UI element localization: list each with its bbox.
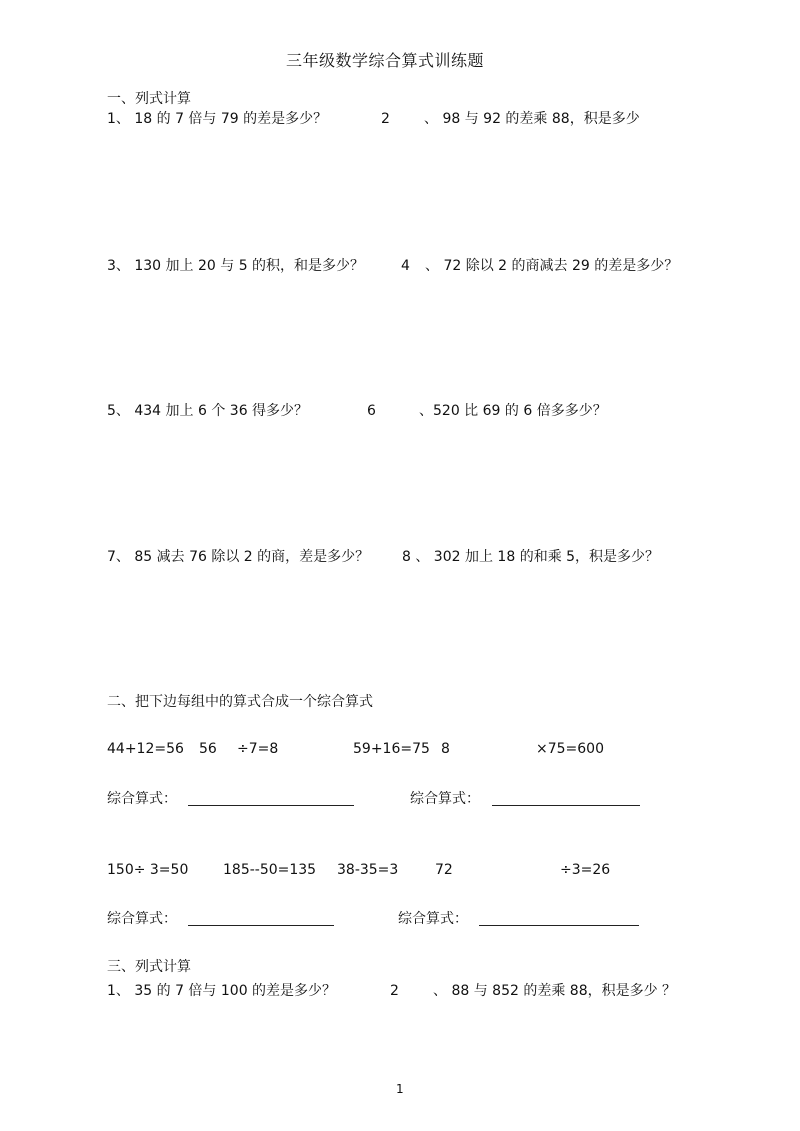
question-7: 7、 85 减去 76 除以 2 的商，差是多少？ bbox=[107, 549, 370, 565]
question-2-number: 2 bbox=[381, 111, 390, 127]
equation-5: 150÷ 3=50 bbox=[107, 862, 189, 878]
question-6-number: 6 bbox=[367, 403, 376, 419]
equation-1: 44+12=56 bbox=[107, 741, 184, 757]
equation-6: 185--50=135 bbox=[223, 862, 317, 878]
equation-8-rest: ÷3=26 bbox=[560, 862, 611, 878]
answer-line-3[interactable] bbox=[188, 925, 334, 926]
equation-4-operand: 8 bbox=[441, 741, 450, 757]
question-5: 5、 434 加上 6 个 36 得多少？ bbox=[107, 403, 309, 419]
section2-heading: 二、把下边每组中的算式合成一个综合算式 bbox=[107, 694, 373, 710]
equation-8-operand: 72 bbox=[435, 862, 453, 878]
page-title: 三年级数学综合算式训练题 bbox=[286, 51, 485, 70]
combined-label-2: 综合算式： bbox=[410, 791, 480, 807]
section3-question-2: 、 88 与 852 的差乘 88，积是多少 ？ bbox=[433, 983, 677, 999]
section3-question-1: 1、 35 的 7 倍与 100 的差是多少？ bbox=[107, 983, 337, 999]
equation-2-operand: 56 bbox=[199, 741, 217, 757]
page-number: 1 bbox=[396, 1082, 404, 1096]
combined-label-4: 综合算式： bbox=[398, 911, 468, 927]
question-2: 、 98 与 92 的差乘 88，积是多少 bbox=[424, 111, 640, 127]
section3-heading: 三、列式计算 bbox=[107, 959, 191, 975]
equation-3: 59+16=75 bbox=[353, 741, 430, 757]
answer-line-2[interactable] bbox=[492, 805, 640, 806]
question-8: 8 、 302 加上 18 的和乘 5，积是多少？ bbox=[402, 549, 660, 565]
question-6: 、520 比 69 的 6 倍多多少？ bbox=[419, 403, 607, 419]
section1-heading: 一、列式计算 bbox=[107, 91, 191, 107]
question-1: 1、 18 的 7 倍与 79 的差是多少？ bbox=[107, 111, 328, 127]
answer-line-4[interactable] bbox=[479, 925, 639, 926]
answer-line-1[interactable] bbox=[188, 805, 354, 806]
section3-question-2-number: 2 bbox=[390, 983, 399, 999]
equation-2-rest: ÷7=8 bbox=[237, 741, 279, 757]
combined-label-3: 综合算式： bbox=[107, 911, 177, 927]
question-4-number: 4 bbox=[401, 258, 410, 274]
equation-4-rest: ×75=600 bbox=[536, 741, 604, 757]
question-3: 3、 130 加上 20 与 5 的积，和是多少？ bbox=[107, 258, 365, 274]
combined-label-1: 综合算式： bbox=[107, 791, 177, 807]
equation-7: 38-35=3 bbox=[337, 862, 399, 878]
question-4: 、 72 除以 2 的商减去 29 的差是多少？ bbox=[425, 258, 679, 274]
